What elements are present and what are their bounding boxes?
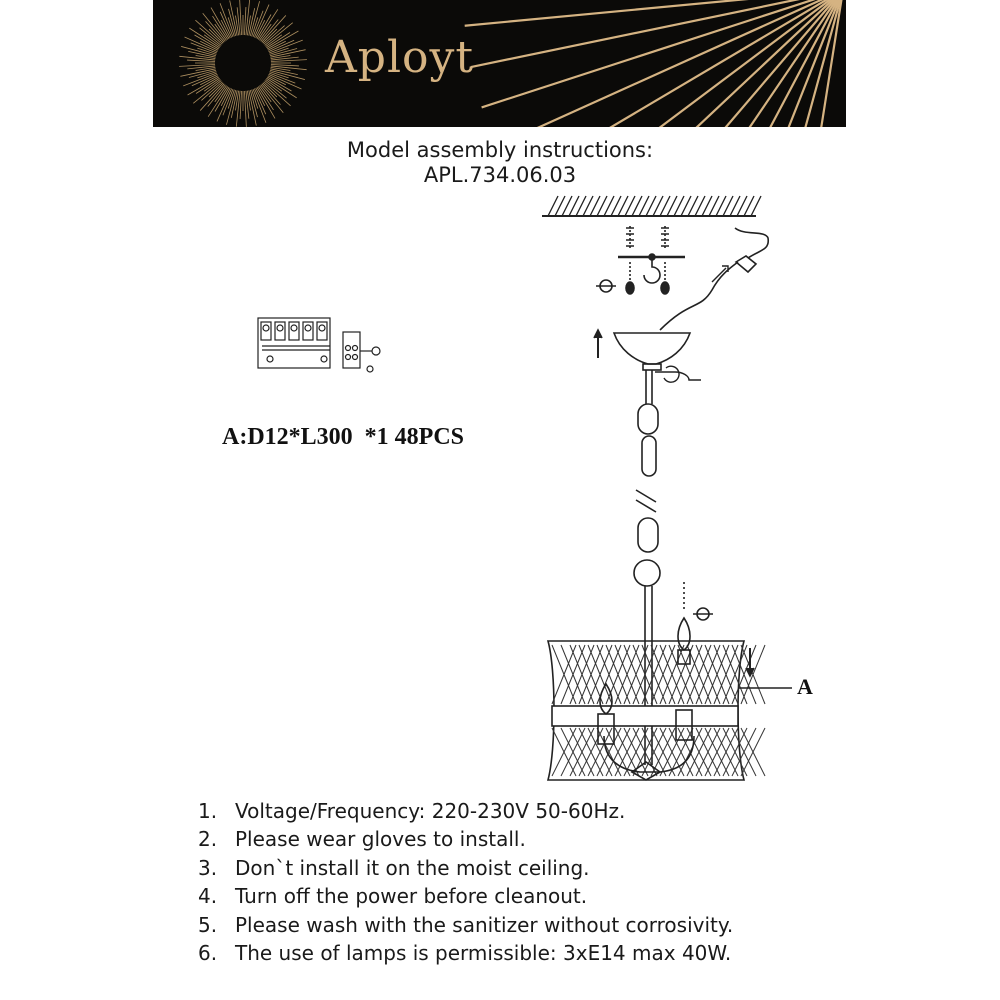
brand-logo: Aployt bbox=[325, 32, 475, 83]
model-number: APL.734.06.03 bbox=[423, 163, 577, 187]
screwdriver-symbol-2 bbox=[693, 608, 713, 620]
screwdriver-symbol bbox=[596, 280, 616, 292]
candle-bulb-top bbox=[678, 582, 754, 676]
part-callout-label: A bbox=[797, 674, 813, 699]
page-title: Model assembly instructions: bbox=[346, 138, 654, 162]
list-item: 5. Please wash with the sanitizer without corrosivity. bbox=[198, 912, 734, 937]
list-item: 2. Please wear gloves to install. bbox=[198, 827, 526, 852]
list-item: 1. Voltage/Frequency: 220-230V 50-60Hz. bbox=[198, 799, 626, 823]
screw-right bbox=[661, 226, 669, 294]
list-item: 3. Don`t install it on the moist ceiling. bbox=[198, 855, 590, 880]
list-item: 4. Turn off the power before cleanout. bbox=[198, 884, 588, 909]
chandelier-body bbox=[548, 641, 765, 780]
power-wire bbox=[660, 228, 768, 330]
screw-left bbox=[626, 226, 634, 294]
list-item: 6. The use of lamps is permissible: 3xE14 max 40W. bbox=[198, 940, 732, 965]
wiring-schematic bbox=[258, 318, 380, 372]
part-spec-label: A:D12*L300 *1 48PCS bbox=[222, 424, 465, 450]
mounting-bracket bbox=[618, 254, 685, 283]
ceiling-canopy bbox=[594, 330, 701, 382]
instruction-list bbox=[198, 797, 733, 967]
ceiling-line bbox=[542, 196, 761, 216]
